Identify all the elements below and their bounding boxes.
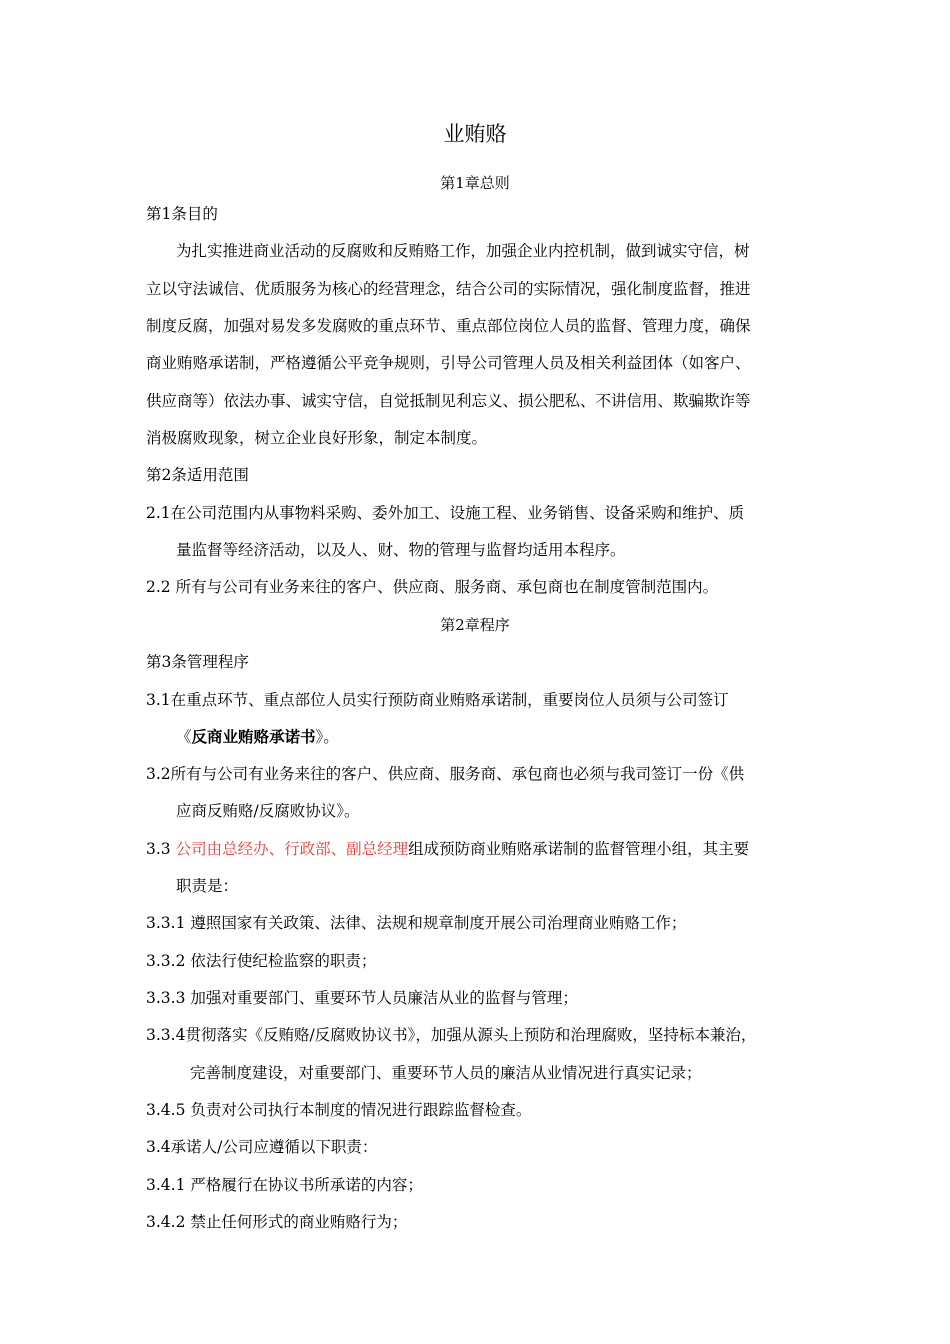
highlighted-text: 公司由总经办、行政部、副总经理	[175, 840, 409, 858]
item-text: 组成预防商业贿赂承诺制的监督管理小组，其主要	[408, 840, 750, 858]
item-2-2: 2.2 所有与公司有业务来往的客户、供应商、服务商、承包商也在制度管制范围内。	[146, 578, 719, 596]
article-2-heading: 第2条适用范围	[146, 466, 249, 484]
item-3-3-2: 3.3.2 依法行使纪检监察的职责；	[146, 952, 377, 970]
item-3-3-3: 3.3.3 加强对重要部门、重要环节人员廉洁从业的监督与管理；	[146, 989, 578, 1007]
item-3-1-continuation	[176, 726, 339, 748]
article-1-heading: 第1条目的	[146, 205, 218, 223]
item-2-1-continuation: 量监督等经济活动，以及人、财、物的管理与监督均适用本程序。	[176, 541, 626, 559]
item-3-1: 3.1在重点环节、重点部位人员实行预防商业贿赂承诺制，重要岗位人员须与公司签订	[146, 691, 729, 709]
document-title: 业贿赂	[443, 122, 507, 146]
document-name-bold: 反商业贿赂承诺书	[191, 727, 316, 746]
item-3-3-continuation: 职责是：	[176, 877, 239, 895]
item-3-4-1: 3.4.1 严格履行在协议书所承诺的内容；	[146, 1176, 423, 1194]
item-3-2: 3.2所有与公司有业务来往的客户、供应商、服务商、承包商也必须与我司签订一份《供	[146, 765, 745, 783]
item-3-4-2: 3.4.2 禁止任何形式的商业贿赂行为；	[146, 1213, 408, 1231]
article-1-line: 商业贿赂承诺制，严格遵循公平竞争规则，引导公司管理人员及相关利益团体（如客户、	[146, 354, 751, 372]
item-3-3-4: 3.3.4贯彻落实《反贿赂/反腐败协议书》，加强从源头上预防和治理腐败，坚持标本兼治，	[146, 1026, 757, 1044]
item-number: 3.3	[146, 840, 176, 858]
item-3-3-4-continuation: 完善制度建设，对重要部门、重要环节人员的廉洁从业情况进行真实记录；	[190, 1064, 702, 1082]
item-2-1: 2.1在公司范围内从事物料采购、委外加工、设施工程、业务销售、设备采购和维护、质	[146, 504, 745, 522]
chapter-2-heading: 第2章程序	[440, 616, 510, 634]
item-3-4: 3.4承诺人/公司应遵循以下职责：	[146, 1138, 378, 1156]
article-1-line: 立以守法诚信、优质服务为核心的经营理念，结合公司的实际情况，强化制度监督，推进	[146, 280, 751, 298]
chapter-1-heading: 第1章总则	[440, 174, 510, 192]
bracket-close: 》。	[315, 728, 339, 746]
item-3-2-continuation: 应商反贿赂/反腐败协议》。	[176, 802, 360, 820]
article-1-line: 供应商等）依法办事、诚实守信，自觉抵制见利忘义、损公肥私、不讲信用、欺骗欺诈等	[146, 392, 751, 410]
item-3-4-5: 3.4.5 负责对公司执行本制度的情况进行跟踪监督检查。	[146, 1101, 532, 1119]
article-1-line: 消极腐败现象，树立企业良好形象，制定本制度。	[146, 429, 488, 447]
bracket-open: 《	[176, 728, 192, 746]
article-1-line: 为扎实推进商业活动的反腐败和反贿赂工作，加强企业内控机制，做到诚实守信，树	[176, 242, 750, 260]
item-3-3	[146, 838, 749, 860]
item-3-3-1: 3.3.1 遵照国家有关政策、法律、法规和规章制度开展公司治理商业贿赂工作；	[146, 914, 687, 932]
article-1-line: 制度反腐，加强对易发多发腐败的重点环节、重点部位岗位人员的监督、管理力度，确保	[146, 317, 751, 335]
article-3-heading: 第3条管理程序	[146, 653, 249, 671]
